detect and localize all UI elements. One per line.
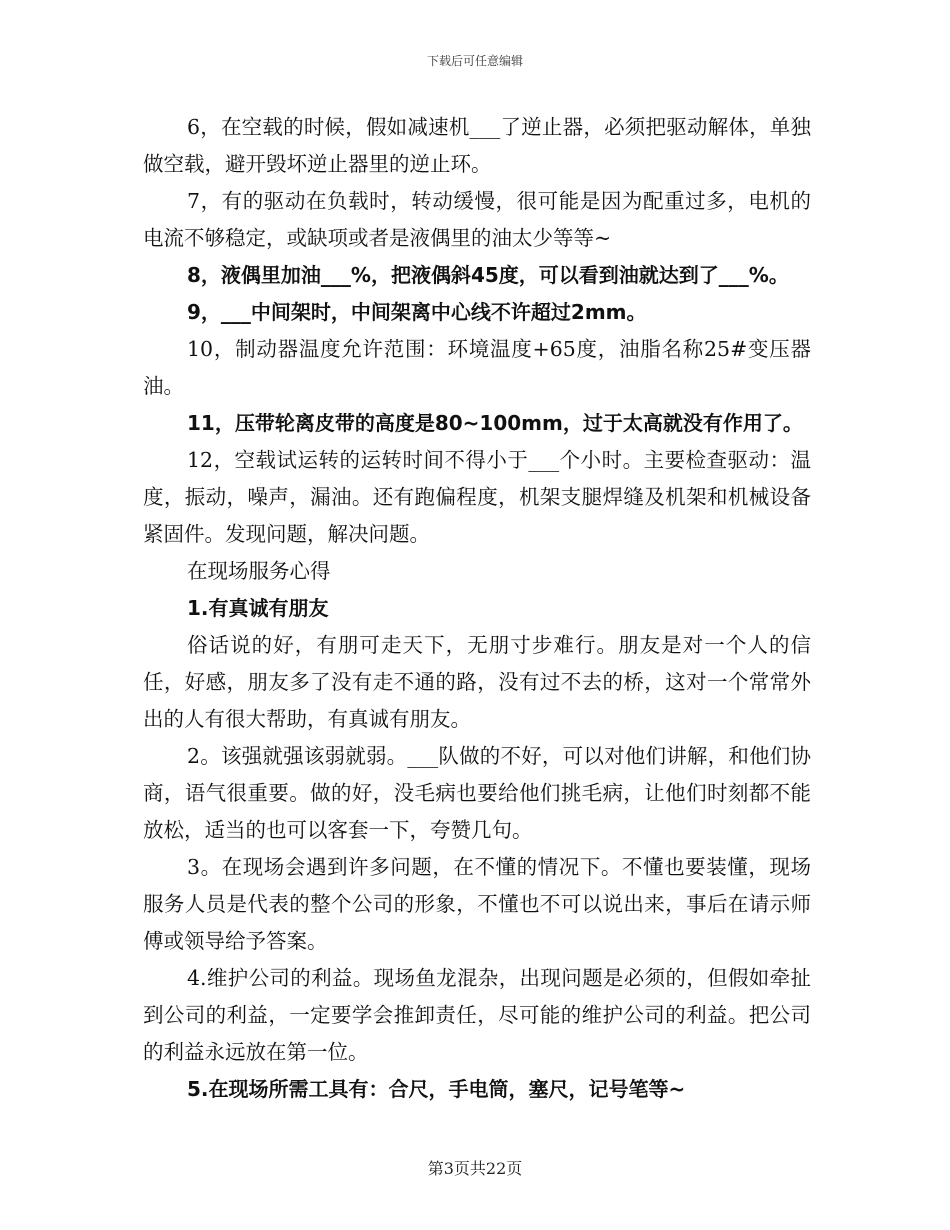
paragraph-tools: 5.在现场所需工具有：合尺，手电筒，塞尺，记号笔等~ [187, 1077, 686, 1101]
paragraph-12: 12，空载试运转的运转时间不得小于___个小时。主要检查驱动：温度，振动，噪声，漏油。还有跑偏程度，机架支腿焊缝及机架和机械设备紧固件。发现问题，解决问题。 [143, 448, 811, 546]
section-title: 在现场服务心得 [187, 559, 331, 583]
paragraph-company-interest: 4.维护公司的利益。现场鱼龙混杂，出现问题是必须的，但假如牵扯到公司的利益，一定要学会推卸责任，尽可能的维护公司的利益。把公司的利益永远放在第一位。 [143, 966, 811, 1064]
paragraph-8: 8，液偶里加油___%，把液偶斜45度，可以看到油就达到了___%。 [187, 263, 789, 287]
subheading-1: 1.有真诚有朋友 [187, 596, 329, 620]
paragraph-strong-weak: 2。该强就强该弱就弱。___队做的不好，可以对他们讲解，和他们协商，语气很重要。做的好，没毛病也要给他们挑毛病，让他们时刻都不能放松，适当的也可以客套一下，夸赞几句。 [143, 744, 811, 842]
paragraph-problems: 3。在现场会遇到许多问题，在不懂的情况下。不懂也要装懂，现场服务人员是代表的整个公司的形象，不懂也不可以说出来，事后在请示师傅或领导给予答案。 [143, 855, 811, 953]
paragraph-11: 11，压带轮离皮带的高度是80~100mm，过于太高就没有作用了。 [187, 411, 803, 435]
paragraph-9: 9，___中间架时，中间架离中心线不许超过2mm。 [187, 300, 647, 324]
paragraph-6: 6，在空载的时候，假如减速机___了逆止器，必须把驱动解体，单独做空载，避开毁坏逆止器里的逆止环。 [143, 115, 811, 176]
document-body [143, 109, 811, 1108]
paragraph-10: 10，制动器温度允许范围：环境温度+65度，油脂名称25#变压器油。 [143, 337, 811, 398]
paragraph-7: 7，有的驱动在负载时，转动缓慢，很可能是因为配重过多，电机的电流不够稳定，或缺项或者是液偶里的油太少等等~ [143, 189, 811, 250]
page-number: 第3页共22页 [427, 1159, 523, 1178]
paragraph-friends: 俗话说的好，有朋可走天下，无朋寸步难行。朋友是对一个人的信任，好感，朋友多了没有走不通的路，没有过不去的桥，这对一个常常外出的人有很大帮助，有真诚有朋友。 [143, 633, 811, 731]
page-header-note: 下载后可任意编辑 [426, 54, 523, 68]
